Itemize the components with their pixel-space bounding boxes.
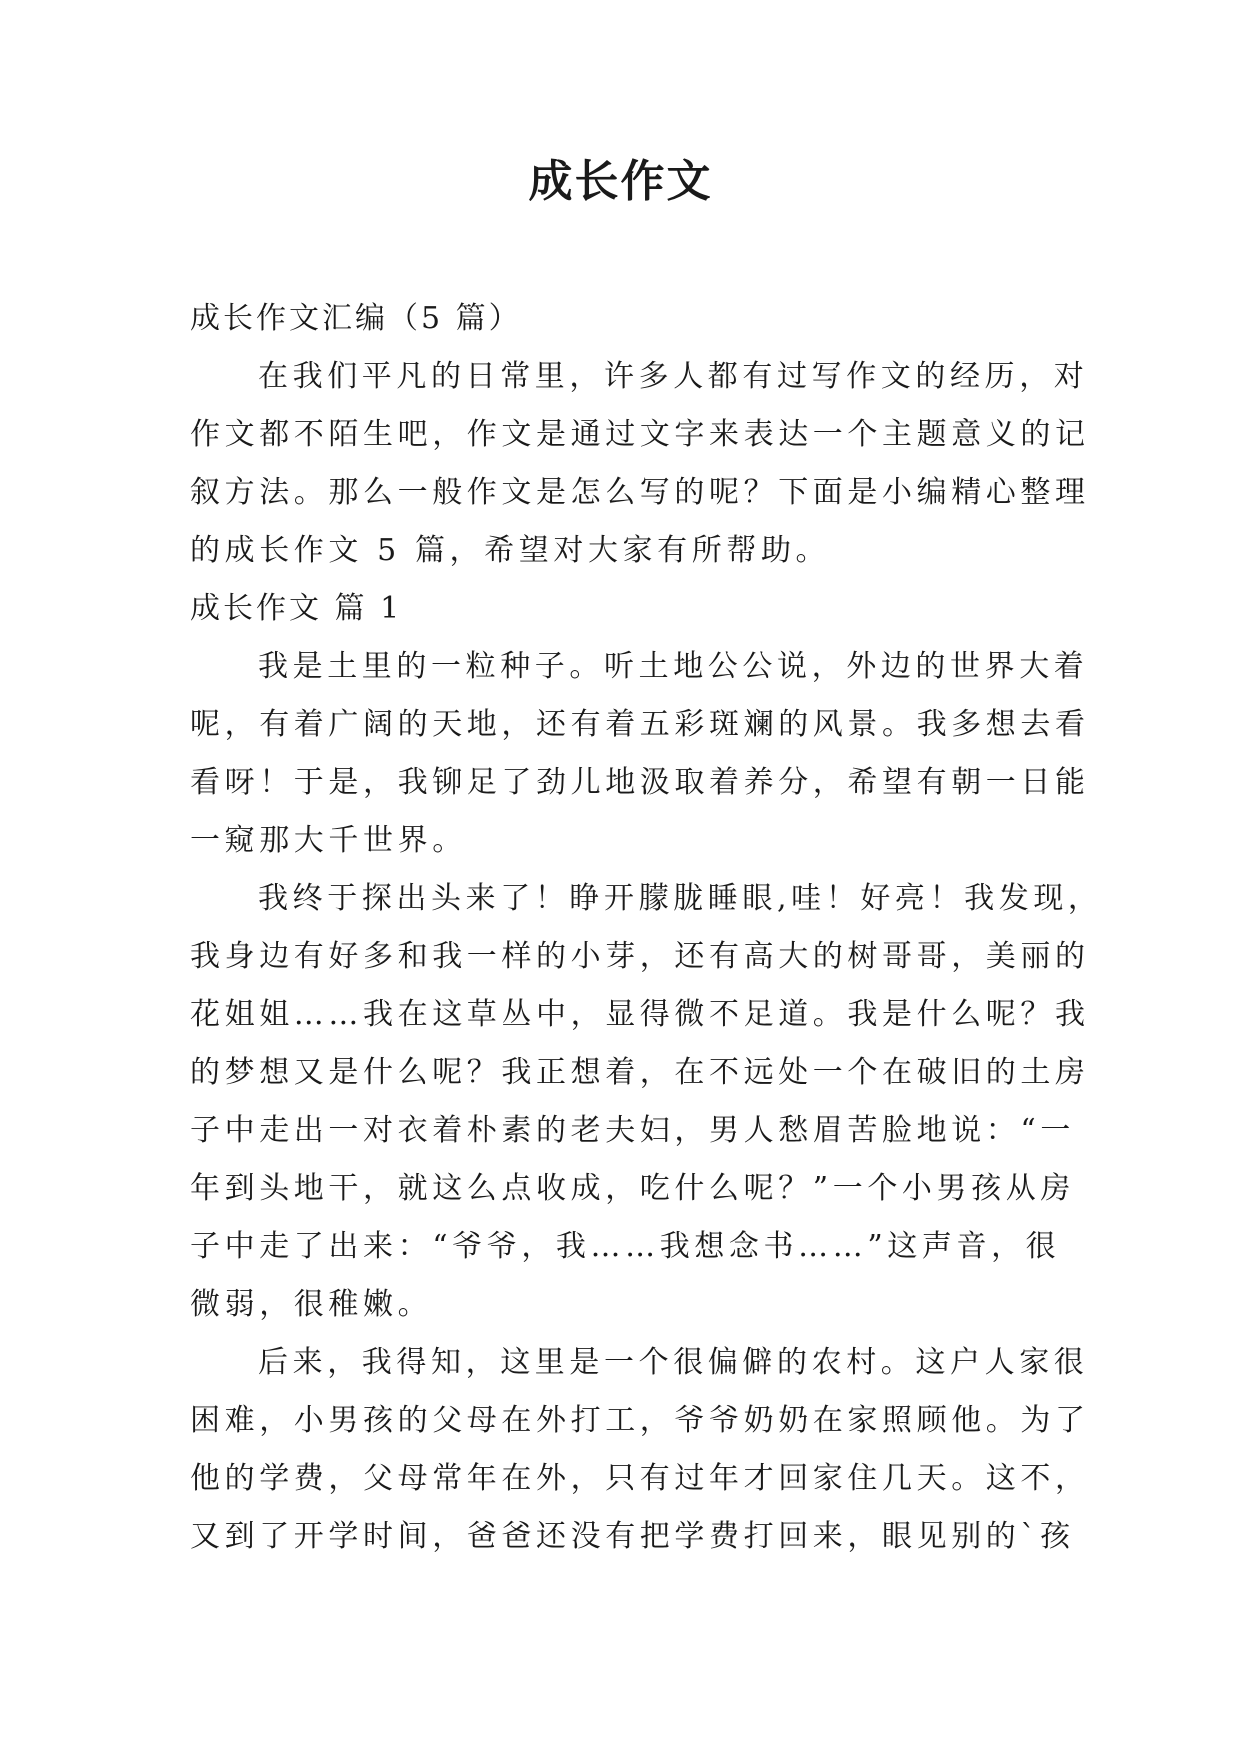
text-line: 在我们平凡的日常里，许多人都有过写作文的经历，对 — [258, 359, 1089, 394]
text-line: 我终于探出头来了！睁开朦胧睡眼,哇！好亮！我发现， — [258, 881, 1103, 916]
text-line: 的梦想又是什么呢？我正想着，在不远处一个在破旧的土房 — [190, 1055, 1090, 1090]
text-line: 我是土里的一粒种子。听土地公公说，外边的世界大着 — [258, 649, 1089, 684]
text-line: 微弱，很稚嫩。 — [190, 1287, 433, 1322]
text-line: 一窥那大千世界。 — [190, 823, 467, 858]
text-line: 的成长作文 5 篇，希望对大家有所帮助。 — [190, 533, 831, 568]
document-body — [190, 290, 1103, 1566]
text-line: 花姐姐……我在这草丛中，显得微不足道。我是什么呢？我 — [190, 997, 1090, 1032]
text-line: 叙方法。那么一般作文是怎么写的呢？下面是小编精心整理 — [190, 475, 1090, 510]
document-title: 成长作文 — [528, 156, 713, 207]
section-heading: 成长作文汇编（5 篇） — [190, 301, 522, 336]
text-line: 他的学费，父母常年在外，只有过年才回家住几天。这不， — [190, 1461, 1090, 1496]
text-line: 后来，我得知，这里是一个很偏僻的农村。这户人家很 — [258, 1345, 1089, 1380]
text-line: 困难，小男孩的父母在外打工，爷爷奶奶在家照顾他。为了 — [190, 1403, 1090, 1438]
text-line: 又到了开学时间，爸爸还没有把学费打回来，眼见别的`孩 — [190, 1519, 1075, 1554]
text-line: 子中走了出来：“爷爷，我……我想念书……”这声音，很 — [190, 1229, 1061, 1264]
text-line: 年到头地干，就这么点收成，吃什么呢？”一个小男孩从房 — [190, 1171, 1075, 1206]
text-line: 呢，有着广阔的天地，还有着五彩斑斓的风景。我多想去看 — [190, 707, 1090, 742]
text-line: 我身边有好多和我一样的小芽，还有高大的树哥哥，美丽的 — [190, 939, 1090, 974]
text-line: 看呀！于是，我铆足了劲儿地汲取着养分，希望有朝一日能 — [190, 765, 1090, 800]
text-line: 作文都不陌生吧，作文是通过文字来表达一个主题意义的记 — [190, 417, 1090, 452]
section-heading: 成长作文 篇 1 — [190, 591, 403, 626]
text-line: 子中走出一对衣着朴素的老夫妇，男人愁眉苦脸地说：“一 — [190, 1113, 1075, 1148]
